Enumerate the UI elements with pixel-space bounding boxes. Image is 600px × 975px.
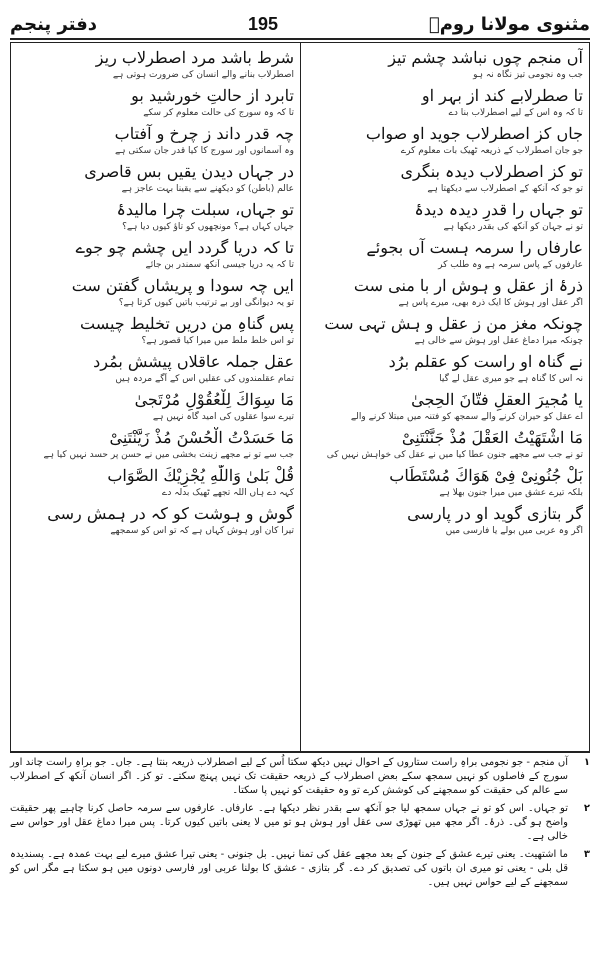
page-number: 195 [247, 13, 278, 34]
verse-gloss: اصطرلاب بنانے والے انسان کی ضرورت ہوتی ہے [112, 70, 294, 80]
couplet [17, 389, 294, 424]
verse-line: چونکہ مغز من ز عقل و ہش تہی ست [324, 314, 583, 333]
verse-line: مَا اشْتَهَیْتُ العَقْلَ مُذْ جَنَّنْتَنِیْ [401, 428, 583, 447]
couplet [307, 161, 583, 196]
verse-gloss: تیرا کان اور ہوش کہاں ہے کہ تو اس کو سمجھے [110, 526, 294, 536]
verse-line: ذرۂ از عقل و ہوش ار با منی ست [353, 276, 583, 295]
footnote-number: ۳ [583, 849, 590, 860]
section-title: دفتر پنجم [10, 13, 98, 35]
verse-gloss: عالم (باطن) کو دیکھنے سے یقینا بہت عاجز ہے [121, 184, 294, 194]
verse-line: مَا حَسَدْتُ الْحُسْنَ مُذْ زَیَّنْتَنِیْ [109, 428, 294, 447]
verse-line: مَا سِوَاكَ لِلْعُقُوْلِ مُرْتَجیٰ [134, 390, 294, 409]
couplet [17, 161, 294, 196]
couplet [17, 503, 294, 538]
book-title: مثنوی مولانا رومؒ [428, 13, 590, 35]
footnote-text: تو جہاں۔ اس کو تو نے جہاں سمجھ لیا جو آنکھ سے بقدر نظر دیکھا ہے۔ عارفاں۔ عارفوں سے سرمہ حاصل کرنا چاہیے پھر حقیقت واضح ہو گی۔ ذرۂ۔ اگر مجھ میں تھوڑی سی عقل اور ہوش ہو تو میں لا یعنی باتیں کیوں کرتا۔ پس میرا دماغ عقل اور حواس سے خالی ہے۔ [10, 803, 568, 842]
verse-line: تا صطرلابے کند از بہر او [421, 86, 583, 105]
verse-gloss: بلکہ تیرے عشق میں میرا جنون بھلا ہے [439, 488, 583, 498]
verse-line: تو کز اصطرلاب دیدہ بنگری [400, 162, 583, 181]
verse-gloss: اگر وہ عربی میں بولے یا فارسی میں [445, 526, 583, 536]
left-column [11, 43, 300, 751]
verse-gloss: تیرے سوا عقلوں کی امید گاہ نہیں ہے [152, 412, 294, 422]
footnote [10, 756, 590, 798]
verse-gloss: اے عقل کو حیران کرنے والے سمجھ کو فتنہ میں مبتلا کرنے والے [350, 412, 583, 422]
footnote-number: ۱ [583, 757, 590, 768]
couplet [307, 123, 583, 158]
verse-line: عارفاں را سرمہ ہست آں بجوئے [366, 238, 583, 257]
verse-gloss: تا کہ وہ اس کے لیے اصطرلاب بنا دے [448, 108, 583, 118]
verse-line: چہ قدر داند ز چرخ و آفتاب [114, 124, 294, 143]
verse-line: بَلْ جُنُونِیْ فِیْ هَوَاكَ مُسْتَطَاب [389, 466, 583, 485]
couplet [307, 275, 583, 310]
verse-line: قُلْ بَلیٰ وَاللّٰهِ یُجْزِیْكَ الصَّوَاب [107, 466, 294, 485]
verse-gloss: کہہ دے ہاں اللہ تجھے ٹھیک بدلہ دے [162, 488, 294, 498]
verse-gloss: جب وہ نجومی تیز نگاہ نہ ہو [473, 70, 583, 80]
page-header [10, 10, 590, 40]
verse-line: جاں کز اصطرلاب جوید او صواب [365, 124, 583, 143]
couplet [17, 85, 294, 120]
verse-line: در جہاں دیدن یقیں بس قاصری [84, 162, 294, 181]
verse-gloss: جہاں کہاں ہے؟ مونچھوں کو تاؤ کیوں دیا ہے؟ [122, 222, 294, 232]
verse-line: یا مُجیرَ العقلِ فتّانَ الحِجیٰ [411, 390, 583, 409]
couplet [307, 237, 583, 272]
verse-gloss: عارفوں کے پاس سرمہ ہے وہ طلب کر [438, 260, 583, 270]
couplet [307, 199, 583, 234]
couplet [307, 465, 583, 500]
verse-gloss: جو جان اصطرلاب کے ذریعہ ٹھیک بات معلوم کرے [400, 146, 583, 156]
verse-gloss: تو جو کہ آنکھ کے اصطرلاب سے دیکھتا ہے [427, 184, 583, 194]
verse-line: آں منجم چوں نباشد چشم تیز [388, 48, 583, 67]
couplet [17, 237, 294, 272]
verse-gloss: تو اس خلط ملط میں میرا کیا قصور ہے؟ [141, 336, 294, 346]
verse-content [10, 42, 590, 752]
verse-gloss: تمام عقلمندوں کی عقلیں اس کے آگے مردہ ہیں [115, 374, 294, 384]
footnotes [10, 756, 590, 965]
verse-line: تابرد از حالتِ خورشید بو [131, 86, 294, 105]
verse-line: شرط باشد مرد اصطرلاب ریز [95, 48, 294, 67]
verse-gloss: وہ آسمانوں اور سورج کا کیا قدر جان سکتی ہے [115, 146, 294, 156]
verse-gloss: تو نے جب سے مجھے جنون عطا کیا میں نے عقل کی خواہش نہیں کی [326, 450, 583, 460]
footnote [10, 802, 590, 844]
couplet [307, 427, 583, 462]
verse-line: گر بتازی گوید او در پارسی [407, 504, 583, 523]
right-column [300, 43, 589, 751]
verse-gloss: تا کہ وہ سورج کی حالت معلوم کر سکے [143, 108, 294, 118]
verse-line: پس گناہِ من دریں تخلیط چیست [79, 314, 294, 333]
couplet [17, 313, 294, 348]
verse-line: عقل جملہ عاقلاں پیشش بمُرد [93, 352, 294, 371]
couplet [307, 47, 583, 82]
couplet [17, 123, 294, 158]
couplet [307, 313, 583, 348]
footnote-number: ۲ [583, 803, 590, 814]
couplet [17, 47, 294, 82]
couplet [17, 465, 294, 500]
verse-gloss: اگر عقل اور ہوش کا ایک ذرہ بھی، میرے پاس ہے [398, 298, 583, 308]
verse-line: گوش و ہوشت کو کہ در ہمش رسی [47, 504, 294, 523]
verse-line: تو جہاں، سبلت چرا مالیدۂ [116, 200, 294, 219]
couplet [17, 351, 294, 386]
verse-gloss: جب سے تو نے مجھے زینت بخشی میں نے حسن پر حسد نہیں کیا ہے [43, 450, 294, 460]
couplet [307, 85, 583, 120]
footnote-text: آں منجم - جو نجومی براہِ راست ستاروں کے احوال نہیں دیکھ سکتا اُس کے لیے اصطرلاب ذریعہ بنتا ہے۔ جاں۔ جو براہِ راست چاند اور سورج کے فاصلوں کو نہیں سمجھ سکے بعض اصطرلاب کے ذریعہ حقیقت تک نہیں پہنچ سکتے۔ تو کز۔ اگر انسان آنکھ کے اصطرلاب سے عالم کی حقیقت کو سمجھنے کی کوشش کرے تو وہ حقیقت کو نہیں پا سکتا۔ [10, 757, 568, 796]
verse-line: تا کہ دریا گردد ایں چشم چو جوے [75, 238, 294, 257]
couplet [307, 503, 583, 538]
couplet [17, 199, 294, 234]
footnote-divider [10, 752, 590, 753]
verse-gloss: چونکہ میرا دماغ عقل اور ہوش سے خالی ہے [414, 336, 583, 346]
couplet [307, 389, 583, 424]
verse-line: تو جہاں را قدرِ دیدہ دیدۂ [414, 200, 583, 219]
footnote-text: ما اشتهیت۔ یعنی تیرے عشق کے جنون کے بعد مجھے عقل کی تمنا نہیں۔ بل جنونی - یعنی تیرا عشق میرے لیے بہت عمدہ ہے۔ پسندیدہ قل بلی - یعنی تو میری ان باتوں کی تصدیق کر دے۔ گر بتازی - عشق کا بولنا عربی اور فارسی دونوں میں ہو سکتا ہے مگر اس کو سمجھنے کے لیے حواس نہیں ہیں۔ [10, 849, 568, 888]
verse-gloss: نہ اس کا گناہ ہے جو میری عقل لے گیا [439, 374, 583, 384]
footnote [10, 848, 590, 890]
verse-gloss: تا کہ یہ دریا جیسی آنکھ سمندر بن جائے [145, 260, 294, 270]
couplet [307, 351, 583, 386]
verse-gloss: تو یہ دیوانگی اور بے ترتیب باتیں کیوں کرتا ہے؟ [118, 298, 294, 308]
couplet [17, 275, 294, 310]
couplet [17, 427, 294, 462]
verse-line: ایں چہ سودا و پریشاں گفتن ست [71, 276, 294, 295]
verse-gloss: تو نے جہان کو آنکھ کی بقدر دیکھا ہے [443, 222, 583, 232]
verse-line: نے گناہ او راست کو عقلم برُد [388, 352, 583, 371]
